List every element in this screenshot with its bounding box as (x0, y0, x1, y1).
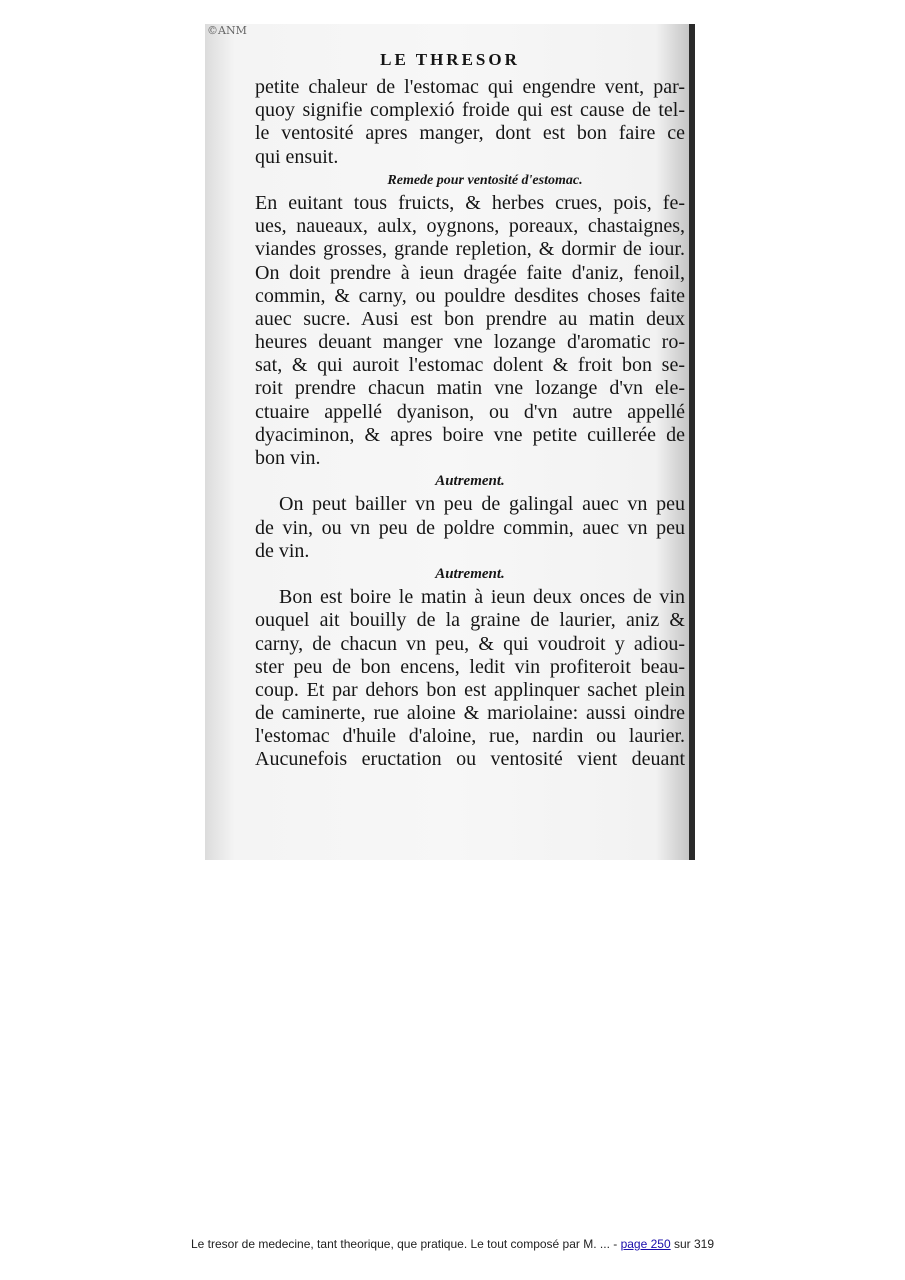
text-line: Bon est boire le matin à ieun deux onces de vin (279, 586, 685, 609)
section-heading: Autrement. (435, 473, 505, 490)
text-line: auec sucre. Ausi est bon prendre au matin deux (255, 307, 685, 330)
page-footer (0, 1237, 905, 1251)
scan-shadow-edge (689, 24, 695, 860)
text-line: On doit prendre à ieun dragée faite d'aniz, fenoil, (255, 261, 685, 284)
text-line: ctuaire appellé dyanison, ou d'vn autre appellé (255, 400, 685, 423)
text-line: de vin, ou vn peu de poldre commin, auec vn peu (255, 516, 685, 539)
footer-page-count: sur 319 (670, 1237, 714, 1251)
text-line: quoy signifie complexió froide qui est cause de tel- (255, 99, 685, 122)
page-text (255, 76, 685, 772)
text-line: En euitant tous fruicts, & herbes crues, pois, fe- (255, 191, 685, 214)
text-line: On peut bailler vn peu de galingal auec vn peu (279, 493, 685, 516)
text-line: ster peu de bon encens, ledit vin profiteroit beau- (255, 655, 685, 678)
text-line: petite chaleur de l'estomac qui engendre vent, par- (255, 76, 685, 98)
text-line: l'estomac d'huile d'aloine, rue, nardin ou laurier. (255, 725, 685, 748)
text-line: roit prendre chacun matin vne lozange d'vn ele- (255, 377, 685, 400)
section-heading: Autrement. (435, 565, 505, 582)
text-line: Aucunefois eructation ou ventosité vient deuant (255, 748, 685, 771)
text-line: bon vin. (255, 447, 321, 469)
text-line: ouquel ait bouilly de la graine de laurier, aniz & (255, 609, 685, 632)
scanned-page-image (205, 24, 695, 860)
text-line: sat, & qui auroit l'estomac dolent & froit bon se- (255, 354, 685, 377)
text-line: de caminerte, rue aloine & mariolaine: aussi oindre (255, 702, 685, 725)
page-link[interactable]: page 250 (620, 1237, 671, 1251)
copyright-mark: ©ANM (207, 24, 247, 37)
text-line: de vin. (255, 539, 310, 562)
text-line: commin, & carny, ou pouldre desdites choses faite (255, 284, 685, 307)
text-line: ues, naueaux, aulx, oygnons, poreaux, chastaignes, (255, 215, 685, 238)
text-line: le ventosité apres manger, dont est bon faire ce (255, 122, 685, 145)
text-line: coup. Et par dehors bon est applinquer sachet plein (255, 678, 685, 701)
text-line: viandes grosses, grande repletion, & dormir de iour. (255, 238, 685, 261)
running-head: LE THRESOR (380, 50, 520, 69)
text-line: dyaciminon, & apres boire vne petite cuillerée de (255, 423, 685, 446)
section-heading: Remede pour ventosité d'estomac. (387, 172, 583, 188)
text-line: carny, de chacun vn peu, & qui voudroit y adiou- (255, 632, 685, 655)
footer-title: Le tresor de medecine, tant theorique, que pratique. Le tout composé par M. ... - (190, 1237, 621, 1251)
text-line: heures deuant manger vne lozange d'aromatic ro- (255, 331, 685, 354)
text-line: qui ensuit. (255, 145, 339, 168)
